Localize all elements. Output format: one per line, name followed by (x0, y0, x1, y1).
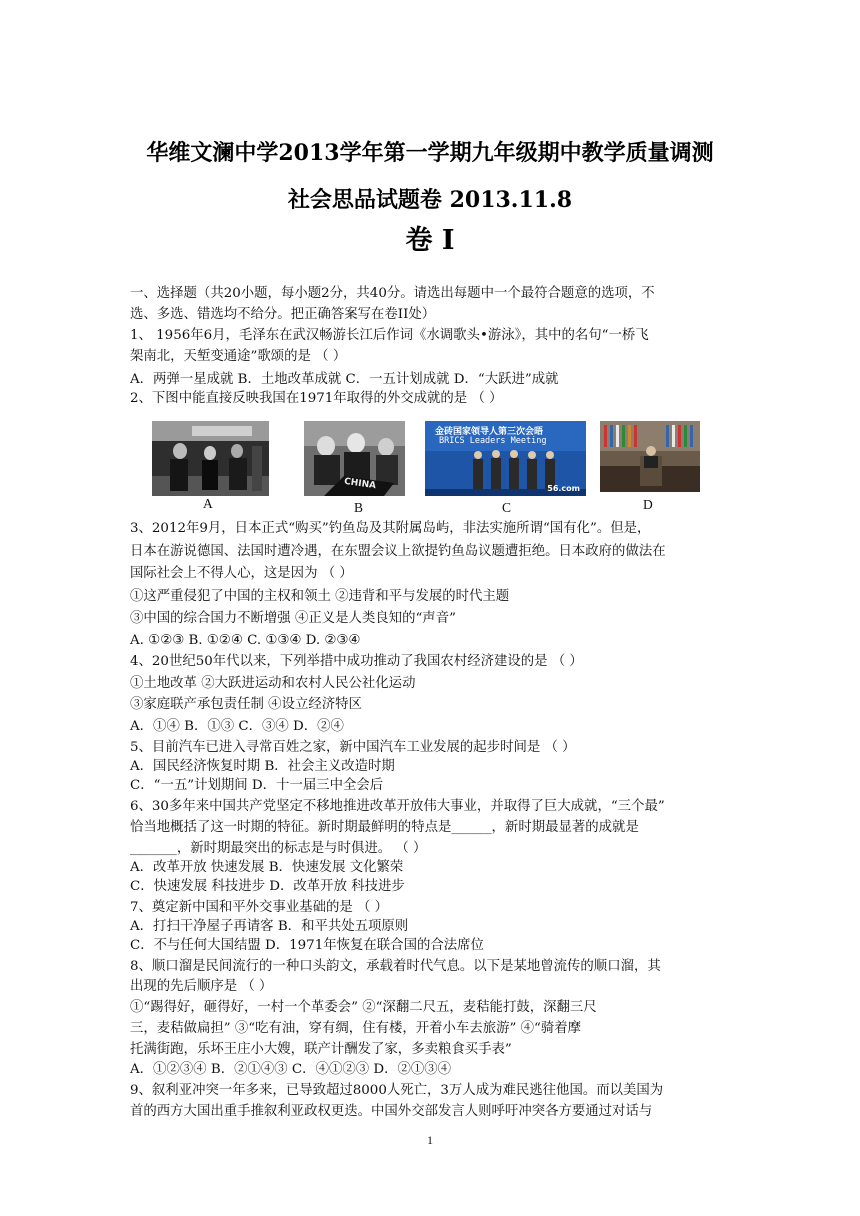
exam-title-line2: 社会思品试题卷 2013.11.8 (287, 187, 573, 213)
question-3-statements-1: ①这严重侵犯了中国的主权和领土 ②违背和平与发展的时代主题 (130, 589, 510, 604)
photo-a-caption: A (203, 496, 213, 511)
question-1-options: A．两弹一星成就 B．土地改革成就 C．一五计划成就 D．“大跃进”成就 (130, 372, 559, 387)
question-6-line3: _______，新时期最突出的标志是与时俱进。 （ ） (130, 841, 427, 856)
question-6-line2: 恰当地概括了这一时期的特征。新时期最鲜明的特点是______，新时期最显著的成就是 (130, 820, 639, 835)
section-heading-line2: 选、多选、错选均不给分。把正确答案写在卷II处） (130, 307, 436, 322)
question-9-line1: 9、叙利亚冲突一年多来，已导致超过8000人死亡，3万人成为难民逃往他国。而以美国为 (130, 1083, 664, 1098)
question-8-line2: 出现的先后顺序是 （ ） (130, 979, 273, 994)
question-5-options-2: C．“一五”计划期间 D．十一届三中全会后 (130, 778, 384, 793)
question-5-options-1: A．国民经济恢复时期 B．社会主义改造时期 (130, 759, 395, 774)
question-1-line2: 架南北，天堑变通途”歌颂的是 （ ） (130, 349, 347, 364)
photo-d-caption: D (643, 497, 653, 512)
question-7-options-1: A．打扫干净屋子再请客 B．和平共处五项原则 (130, 919, 409, 934)
question-1-line1: 1、 1956年6月，毛泽东在武汉畅游长江后作词《水调歌头•游泳》，其中的名句“一桥飞 (130, 328, 649, 343)
question-8-line4: 三，麦秸做扁担” ③“吃有油，穿有绸，住有楼，开着小车去旅游” ④“骑着摩 (130, 1021, 582, 1036)
question-8-line1: 8、顺口溜是民间流行的一种口头韵文，承载着时代气息。以下是某地曾流传的顺口溜，其 (130, 959, 661, 974)
question-3-line1: 3、2012年9月，日本正式“购买”钓鱼岛及其附属岛屿，非法实施所谓“国有化”。但是， (130, 521, 651, 536)
question-9-line2: 首的西方大国出重手推叙利亚政权更迭。中国外交部发言人则呼吁冲突各方要通过对话与 (130, 1104, 653, 1119)
exam-title-line3: 卷 I (405, 225, 455, 256)
question-3-line2: 日本在游说德国、法国时遭冷遇，在东盟会议上欲提钓鱼岛议题遭拒绝。日本政府的做法在 (130, 544, 666, 559)
question-6-options-1: A．改革开放 快速发展 B．快速发展 文化繁荣 (130, 860, 404, 875)
photo-b (304, 421, 405, 496)
brics-banner-en: BRICS Leaders Meeting (439, 436, 547, 446)
photo-a (152, 421, 269, 496)
page-number: 1 (427, 1133, 433, 1147)
question-7-options-2: C．不与任何大国结盟 D．1971年恢复在联合国的合法席位 (130, 938, 484, 953)
photo-c-caption: C (502, 500, 512, 515)
exam-title-line1: 华维文澜中学2013学年第一学期九年级期中教学质量调测 (146, 140, 714, 166)
section-heading-line1: 一、选择题（共20小题，每小题2分，共40分。请选出每题中一个最符合题意的选项，不 (130, 286, 655, 301)
question-7-line1: 7、奠定新中国和平外交事业基础的是 （ ） (130, 900, 389, 915)
photo-b-caption: B (354, 500, 364, 515)
question-2-line1: 2、下图中能直接反映我国在1971年取得的外交成就的是 （ ） (130, 391, 503, 406)
question-8-options: A．①②③④ B．②①④③ C．④①②③ D．②①③④ (130, 1062, 452, 1077)
question-4-statements-1: ①土地改革 ②大跃进运动和农村人民公社化运动 (130, 676, 416, 691)
photo-c (425, 421, 586, 496)
question-3-line3: 国际社会上不得人心，这是因为 （ ） (130, 566, 353, 581)
question-6-line1: 6、30多年来中国共产党坚定不移地推进改革开放伟大事业，并取得了巨大成就，“三个最” (130, 799, 665, 814)
question-4-options: A．①④ B．①③ C．③④ D．②④ (130, 719, 344, 734)
china-placard-text: CHINA (343, 476, 377, 492)
watermark-logo: 56.com (547, 484, 580, 493)
question-4-line1: 4、20世纪50年代以来，下列举措中成功推动了我国农村经济建设的是 （ ） (130, 654, 583, 669)
question-3-options: A. ①②③ B. ①②④ C. ①③④ D. ②③④ (130, 633, 361, 648)
photo-d (600, 421, 700, 492)
question-8-line5: 托满街跑，乐坏王庄小大嫂，联产计酬发了家，多卖粮食买手表” (130, 1042, 512, 1057)
brics-banner-cn: 金砖国家领导人第三次会晤 (435, 427, 544, 437)
question-5-line1: 5、目前汽车已进入寻常百姓之家，新中国汽车工业发展的起步时间是 （ ） (130, 740, 576, 755)
question-3-statements-2: ③中国的综合国力不断增强 ④正义是人类良知的“声音” (130, 611, 456, 626)
question-6-options-2: C．快速发展 科技进步 D．改革开放 科技进步 (130, 879, 405, 894)
question-4-statements-2: ③家庭联产承包责任制 ④设立经济特区 (130, 697, 362, 712)
question-8-line3: ①“踢得好，砸得好，一村一个革委会” ②“深翻二尺五，麦秸能打鼓，深翻三尺 (130, 1000, 597, 1015)
